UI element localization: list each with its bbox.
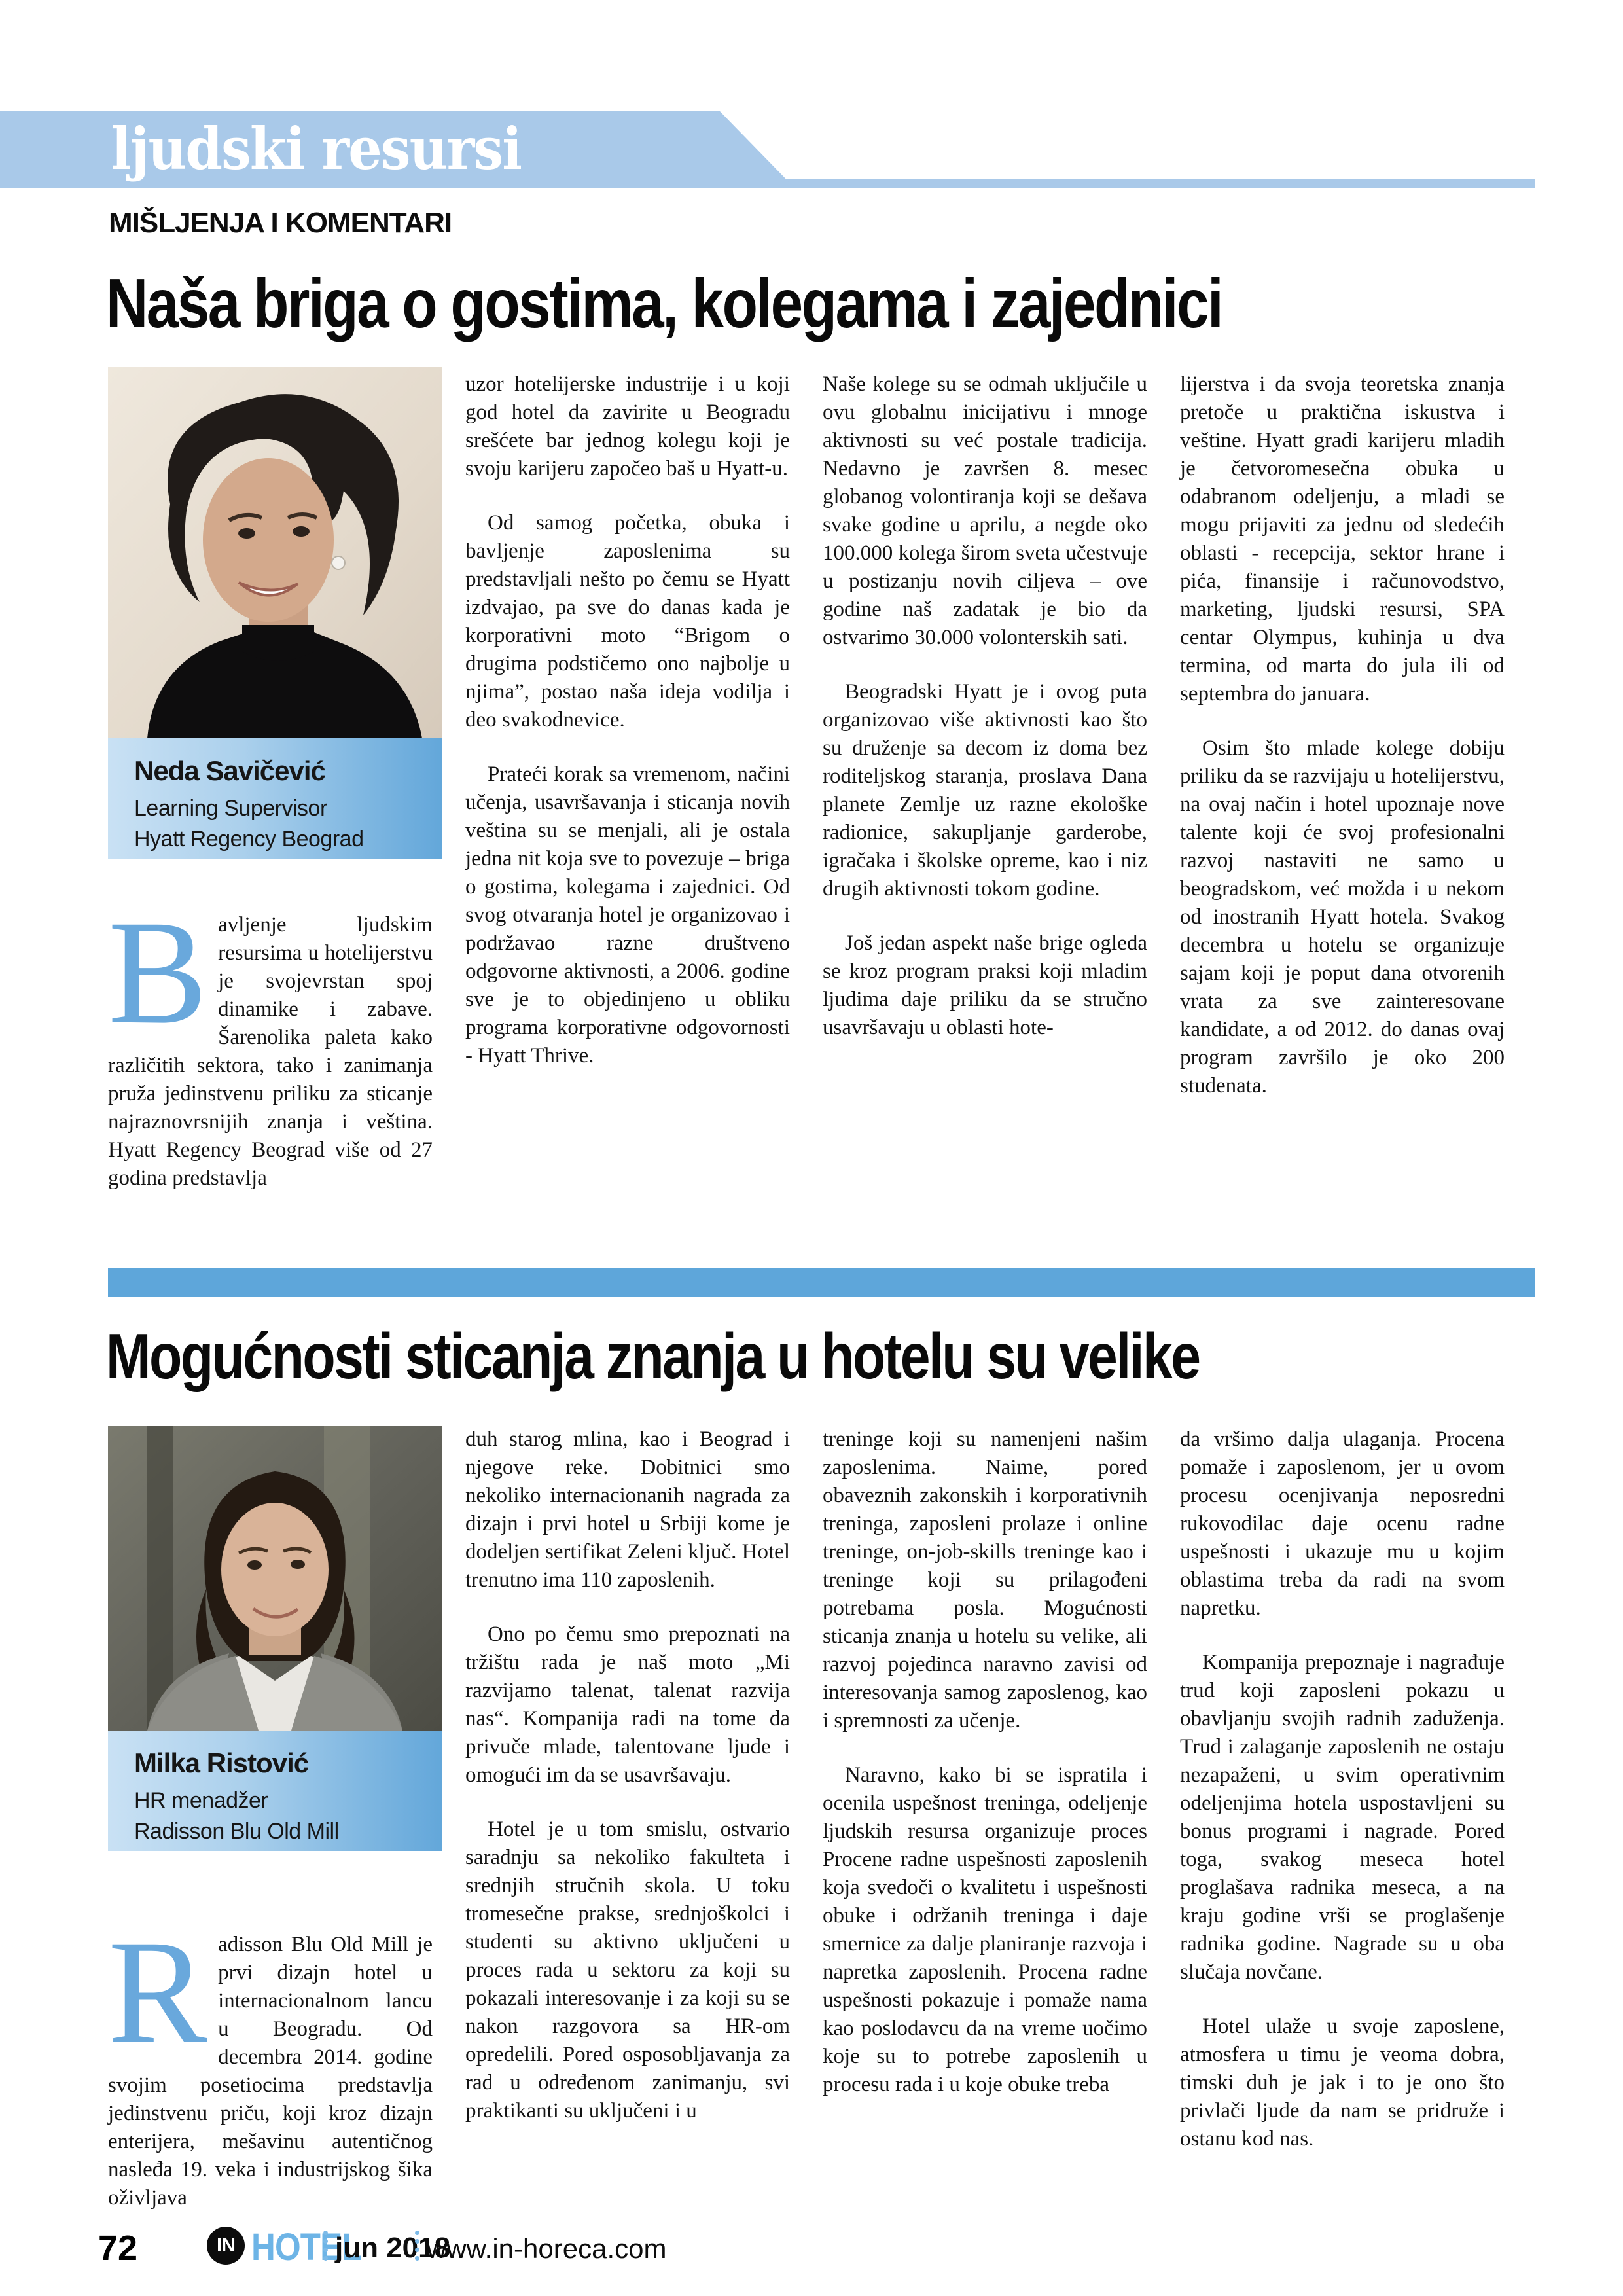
article1-column1 [108, 890, 433, 1193]
paragraph: da vršimo dalja ulaganja. Procena pomaže i zaposlenom, jer u ovom procesu ocenjivanja neposredni rukovodilac daje ocenu radne uspešnosti i ukazuje mu u kojim oblastima treba da radi na svom napretku. [1180, 1427, 1505, 1620]
paragraph: Hotel ulaže u svoje zaposlene, atmosfera u timu je veoma dobra, timski duh je jak i to je ono što privlači ljude da nam se pridruže i ostanu kod nas. [1180, 2015, 1505, 2151]
paragraph: Još jedan aspekt naše brige ogleda se kroz program praksi koji mladim ljudima daje priliku da se stručno usavršavaju u oblasti hote- [823, 931, 1147, 1039]
article2-column4 [1180, 1426, 1505, 2153]
paragraph: Naravno, kako bi se ispratila i ocenila uspešnost treninga, odeljenje ljudskih resursa organizuje proces Procene radne uspešnosti zaposlenih koja svedoči o kvalitetu i uspešnosti obuke i održanih treninga i daje smernice za dalje planiranje razvoja i napretka zaposlenih. Procena radne uspešnosti pokazuje i pomaže nama kao poslodavcu da na vreme uočimo koje su to potrebe zaposlenih u procesu rada i u koje obuke treba [823, 1763, 1147, 2096]
paragraph: Radisson Blu Old Mill je prvi dizajn hotel u internacionalnom lancu u Beogradu. Od decembra 2014. godine svojim posetiocima predstavlja jedinstvenu priču, koji kroz dizajn enterijera, mešavinu autentičnog nasleđa 19. veka i industrijskog šika oživljava [108, 1910, 433, 2210]
paragraph: Prateći korak sa vremenom, načini učenja, usavršavanja i sticanja novih veština su se menjali, ali je ostala jedna nit koja sve to povezuje – briga o gostima, kolegama i zajednici. Od svog otvaranja hotel je organizovao i podržavao razne društveno odgovorne aktivnosti, a 2006. godine sve je to objedinjeno u obliku programa korporativne odgovornosti - Hyatt Thrive. [465, 762, 790, 1067]
caption-card-neda [108, 738, 442, 859]
kicker-label: ljudski resursi [111, 115, 522, 183]
article2-column2 [465, 1426, 790, 2125]
portrait-photo-milka-graphic [108, 1426, 442, 1731]
paragraph: Bavljenje ljudskim resursima u hotelijerstvu je svojevrstan spoj dinamike i zabave. Šarenolika paleta kako različitih sektora, tako i zanimanja pruža jedinstvenu priliku za sticanje najraznovrsnijih znanja i veština. Hyatt Regency Beograd više od 27 godina predstavlja [108, 890, 433, 1190]
paragraph: treninge koji su namenjeni našim zaposlenima. Naime, pored obaveznih zakonskih i korporativnih treninga, zaposleni prolaze i online treninge, on-job-skills treninge kao i treninge koji su prilagođeni potrebama posla. Mogućnosti sticanja znanja u hotelu su velike, ali razvoj pojedinca naravno zavisi od interesovanja samog zaposlenog, kao i spremnosti za učenje. [823, 1427, 1147, 1732]
paragraph: Od samog početka, obuka i bavljenje zaposlenima su predstavljali nešto po čemu se Hyatt izdvajao, pa sve do danas kada je korporativni moto “Brigom o drugima podstičemo ono najbolje u njima”, postao naša ideja vodilja i deo svakodnevice. [465, 511, 790, 732]
person-org: Radisson Blu Old Mill [134, 1819, 339, 1844]
caption-card-milka [108, 1731, 442, 1851]
footer-dotted-separator [415, 2231, 419, 2261]
article1-column2 [465, 370, 790, 1070]
hotel-logo-wordmark: HOTEL [251, 2226, 362, 2269]
dropcap-letter: R [108, 1910, 208, 2075]
paragraph: duh starog mlina, kao i Beograd i njegove reke. Dobitnici smo nekoliko internacionanih nagrada za dizajn i prvi hotel u Srbiji kome je dodeljen sertifikat Zeleni ključ. Hotel trenutno ima 110 zaposlenih. [465, 1427, 790, 1592]
paragraph: Ono po čemu smo prepoznati na tržištu rada je naš moto „Mi razvijamo talenat, talenat razvija nas“. Kompanija radi na tome da privuče mlade, talentovane ljude i omogući im da se usavršavaju. [465, 1623, 790, 1787]
person-org: Hyatt Regency Beograd [134, 827, 364, 852]
paragraph: Osim što mlade kolege dobiju priliku da se razvijaju u hotelijerstvu, na ovaj način i hotel upoznaje nove talente koji će svoj profesionalni razvoj nastaviti ne samo u beogradskom, već možda i u nekom od inostranih Hyatt hotela. Svakog decembra u hotelu se organizuje sajam koji je poput dana otvorenih vrata za sve zainteresovane kandidate, a od 2012. do danas ovaj program završilo je oko 200 studenata. [1180, 736, 1505, 1098]
person-role: HR menadžer [134, 1788, 268, 1813]
section-label: MIŠLJENJA I KOMENTARI [109, 207, 452, 239]
issue-date: jun 2018 [335, 2232, 451, 2264]
portrait-photo-neda-graphic [108, 367, 442, 738]
article2-title: Mogućnosti sticanja znanja u hotelu su velike [106, 1320, 1200, 1392]
person-name: Milka Ristović [134, 1748, 309, 1778]
paragraph: uzor hotelijerske industrije i u koji god hotel da zavirite u Beogradu srešćete bar jednog kolegu koji je svoju karijeru započeo baš u Hyatt-u. [465, 372, 790, 480]
website-url: www.in-horeca.com [427, 2233, 667, 2264]
article1-title: Naša briga o gostima, kolegama i zajednici [106, 265, 1222, 342]
person-role: Learning Supervisor [134, 796, 327, 821]
article2-column1 [108, 1910, 433, 2212]
footer-dotted-separator [323, 2231, 328, 2261]
paragraph: Kompanija prepoznaje i nagrađuje trud koji zaposleni pokazu u obavljanju svojih radnih zaduženja. Trud i zalaganje zaposlenih ne ostaju nezapaženi, u svim operativnim odeljenjima hotela uspostavljeni su bonus programi i nagrade. Pored toga, svakog meseca hotel proglašava radnika meseca, a na kraju godine vrši se proglašenje radnika godine. Nagrade su u oba slučaja novčane. [1180, 1651, 1505, 1984]
portrait-photo-neda [108, 367, 442, 738]
in-hotel-logo-text: IN [217, 2234, 235, 2256]
paragraph: Naše kolege su se odmah uključile u ovu globalnu inicijativu i mnoge aktivnosti su već postale tradicija. Nedavno je završen 8. mesec globanog volontiranja koji se dešava svake godine u aprilu, a negde oko 100.000 kolega širom sveta učestvuje u postizanju novih ciljeva – ove godine naš zadatak je bio da ostvarimo 30.000 volonterskih sati. [823, 372, 1147, 649]
paragraph: Hotel je u tom smislu, ostvario saradnju sa nekoliko fakulteta i srednjih stručnih skola. U toku tromesečne prakse, srednjoškolci i studenti su aktivno uključeni u proces rada u sektoru za koji su pokazali interesovanje i za koji su se nakon razgovora sa HR-om opredelili. Pored osposobljavanja za rad u određenom zanimanju, svi praktikanti su uključeni i u [465, 1818, 790, 2123]
portrait-photo-milka [108, 1426, 442, 1731]
article2-column3 [823, 1426, 1147, 2099]
section-divider-bar [108, 1268, 1535, 1297]
paragraph: lijerstva i da svoja teoretska znanja pretoče u praktična iskustva i veštine. Hyatt gradi karijeru mladih je četvoromesečna obuka u odabranom odeljenju, a mladi se mogu prijaviti za jednu od sledećih oblasti - recepcija, sektor hrane i pića, finansije i računovodstvo, marketing, ljudski resursi, SPA centar Olympus, kuhinja u dva termina, od marta do jula ili od septembra do januara. [1180, 372, 1505, 706]
article1-column4 [1180, 370, 1505, 1100]
person-name: Neda Savičević [134, 755, 325, 786]
in-hotel-logo-icon [207, 2227, 245, 2265]
page-number: 72 [98, 2229, 138, 2268]
paragraph: Beogradski Hyatt je i ovog puta organizovao više aktivnosti kao što su druženje sa decom iz doma bez roditeljskog staranja, proslava Dana planete Zemlje uz razne ekološke radionice, sakupljanje garderobe, igračaka i školske opreme, kao i niz drugih aktivnosti tokom godine. [823, 680, 1147, 901]
dropcap-letter: B [108, 890, 208, 1055]
article1-column3 [823, 370, 1147, 1042]
